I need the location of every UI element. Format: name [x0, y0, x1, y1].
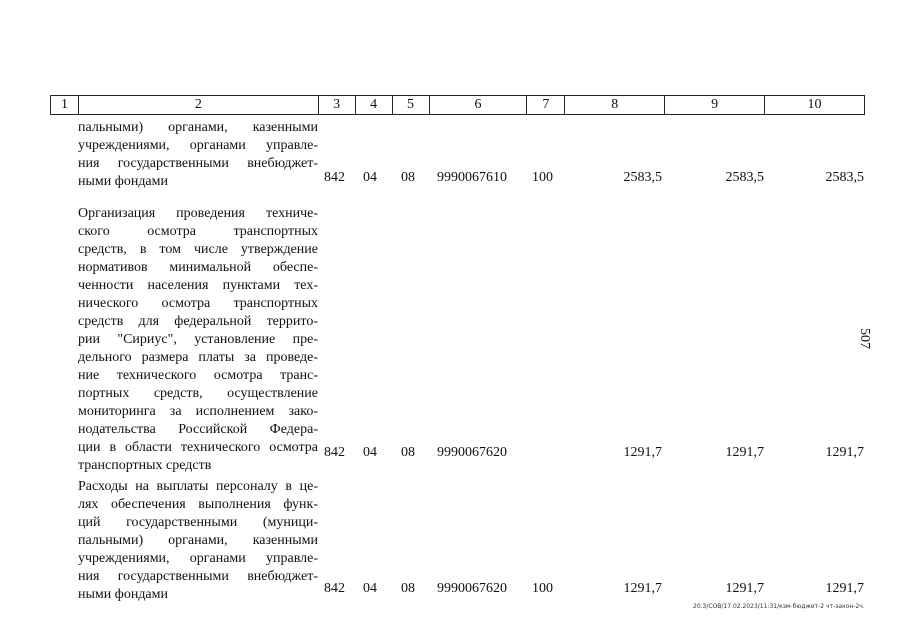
row-2-line: ского осмотра транспортных [78, 224, 318, 239]
row-3-amount-2: 1291,7 [725, 581, 764, 596]
header-col-10: 10 [765, 96, 865, 114]
row-3-gr-code: 842 [324, 581, 345, 596]
row-2-description [78, 205, 318, 475]
row-1-rz: 04 [363, 170, 377, 185]
row-2-amount-3: 1291,7 [825, 445, 864, 460]
row-1-line: пальными) органами, казенными [78, 120, 318, 135]
row-3-amount-1: 1291,7 [623, 581, 662, 596]
row-3-line: пальными) органами, казенными [78, 533, 318, 548]
row-2-line: ченности населения пунктами тех- [78, 278, 318, 293]
row-3-rz: 04 [363, 581, 377, 596]
header-col-3: 3 [319, 96, 356, 114]
row-2-line: нического осмотра транспортных [78, 296, 318, 311]
header-col-2: 2 [79, 96, 319, 114]
row-2-line: дельного размера платы за проведе- [78, 350, 318, 365]
row-3-vr: 100 [532, 581, 553, 596]
row-2-line: нодательства Российской Федера- [78, 422, 318, 437]
row-2-line: портных средств, осуществление [78, 386, 318, 401]
row-2-line: нормативов минимальной обеспе- [78, 260, 318, 275]
row-3-line: ций государственными (муници- [78, 515, 318, 530]
page-number: 507 [857, 328, 872, 349]
row-2-amount-2: 1291,7 [725, 445, 764, 460]
row-3-line: ными фондами [78, 587, 169, 602]
row-3-line: ния государственными внебюджет- [78, 569, 318, 584]
row-2-line: средств для федеральной террито- [78, 314, 318, 329]
row-3-amount-3: 1291,7 [825, 581, 864, 596]
footer-stamp: 20.3/СОВ/17.02.2023/11:31/кзм-бюджет-2 чт-закон-2ч. [693, 603, 865, 610]
row-1-description [78, 119, 318, 191]
row-2-gr-code: 842 [324, 445, 345, 460]
header-col-7: 7 [527, 96, 565, 114]
row-3-line: Расходы на выплаты персоналу в це- [78, 479, 318, 494]
row-1-amount-2: 2583,5 [725, 170, 764, 185]
row-1-gr-code: 842 [324, 170, 345, 185]
row-2-line: Организация проведения техниче- [78, 206, 318, 221]
row-3-pr: 08 [401, 581, 415, 596]
row-2-csr: 9990067620 [437, 445, 507, 460]
row-2-rz: 04 [363, 445, 377, 460]
header-col-6: 6 [430, 96, 528, 114]
row-3-line: учреждениями, органами управле- [78, 551, 318, 566]
row-3-description [78, 478, 318, 604]
row-2-line: ции в области технического осмотра [78, 440, 318, 455]
row-2-line: транспортных средств [78, 458, 212, 473]
row-3-line: лях обеспечения выполнения функ- [78, 497, 318, 512]
row-3-csr: 9990067620 [437, 581, 507, 596]
header-col-1: 1 [51, 96, 79, 114]
row-2-pr: 08 [401, 445, 415, 460]
row-1-csr: 9990067610 [437, 170, 507, 185]
row-2-line: рии "Сириус", установление пре- [78, 332, 318, 347]
header-col-5: 5 [393, 96, 430, 114]
row-1-amount-1: 2583,5 [623, 170, 662, 185]
row-1-line: учреждениями, органами управле- [78, 138, 318, 153]
row-1-amount-3: 2583,5 [825, 170, 864, 185]
row-1-line: ными фондами [78, 174, 169, 189]
row-2-amount-1: 1291,7 [623, 445, 662, 460]
row-1-pr: 08 [401, 170, 415, 185]
header-col-9: 9 [665, 96, 765, 114]
row-2-line: ние технического осмотра транс- [78, 368, 318, 383]
row-2-line: средств, в том числе утверждение [78, 242, 318, 257]
row-1-line: ния государственными внебюджет- [78, 156, 318, 171]
header-col-4: 4 [356, 96, 393, 114]
header-col-8: 8 [565, 96, 665, 114]
row-2-line: мониторинга за исполнением зако- [78, 404, 318, 419]
row-1-vr: 100 [532, 170, 553, 185]
table-header-row [50, 95, 865, 115]
